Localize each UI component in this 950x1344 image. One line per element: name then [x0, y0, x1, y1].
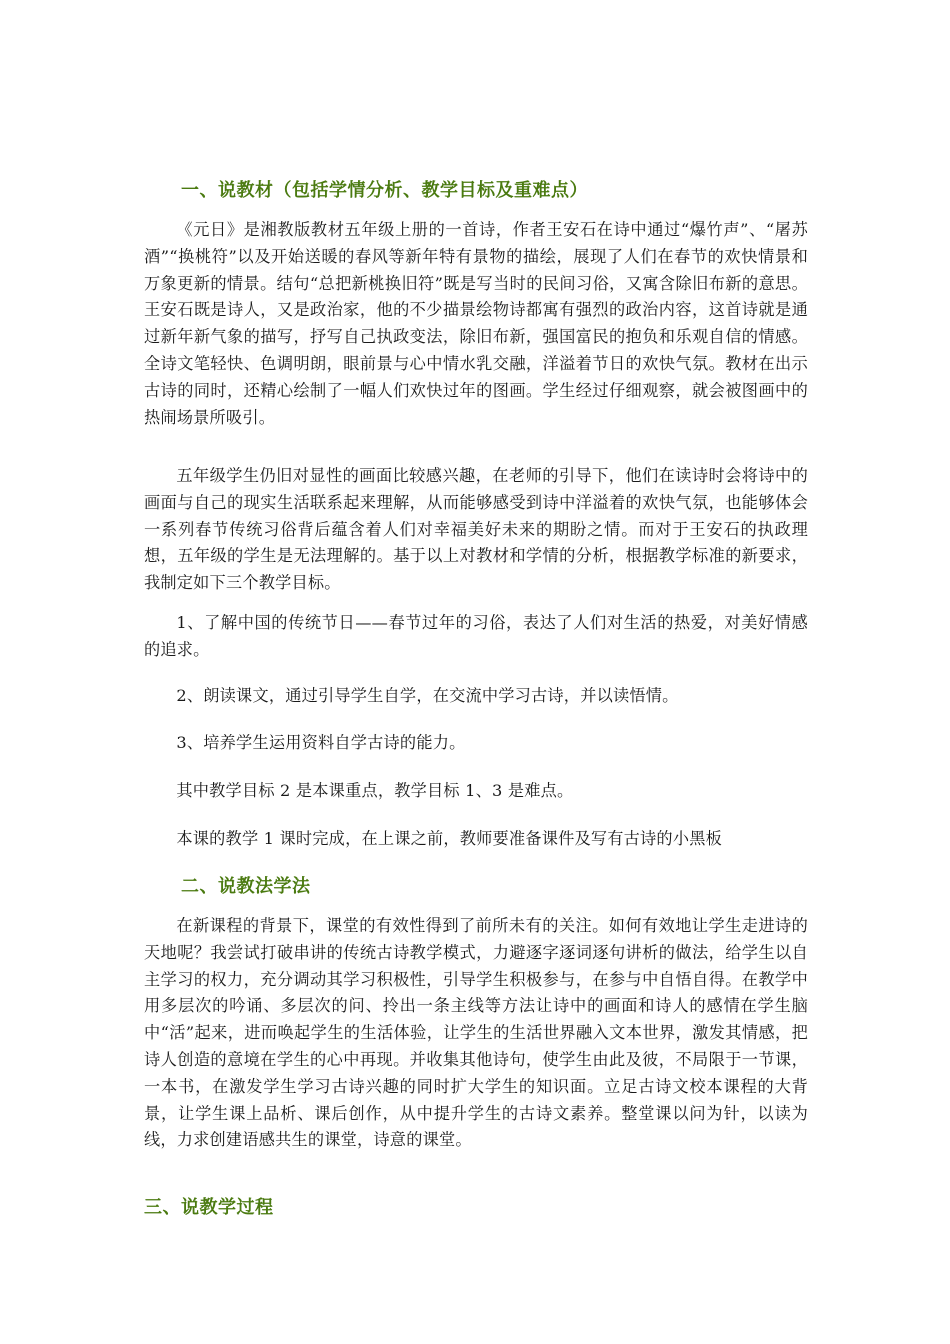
section-heading-process: 三、说教学过程	[144, 1197, 274, 1218]
paragraph-textbook-intro: 《元日》是湘教版教材五年级上册的一首诗，作者王安石在诗中通过“爆竹声”、“屠苏酒”“换桃符”以及开始送暖的春风等新年特有景物的描绘，展现了人们在春节的欢快情景和万象更新的情景。结句“总把新桃换旧符”既是写当时的民间习俗，又寓含除旧布新的意思。王安石既是诗人，又是政治家，他的不少描景绘物诗都寓有强烈的政治内容，这首诗就是通过新年新气象的描写，抒写自己执政变法，除旧布新，强国富民的抱负和乐观自信的情感。全诗文笔轻快、色调明朗，眼前景与心中情水乳交融，洋溢着节日的欢快气氛。教材在出示古诗的同时，还精心绘制了一幅人们欢快过年的图画。学生经过仔细观察，就会被图画中的热闹场景所吸引。	[144, 220, 808, 427]
paragraph-key-points: 其中教学目标 2 是本课重点，教学目标 1、3 是难点。	[176, 781, 574, 800]
paragraph-goal-3: 3、培养学生运用资料自学古诗的能力。	[176, 733, 466, 752]
section-heading-textbook: 一、说教材（包括学情分析、教学目标及重难点）	[181, 180, 588, 201]
paragraph-lesson-prep: 本课的教学 1 课时完成，在上课之前，教师要准备课件及写有古诗的小黑板	[176, 829, 722, 848]
paragraph-goal-2: 2、朗读课文，通过引导学生自学，在交流中学习古诗，并以读悟情。	[176, 686, 679, 705]
paragraph-student-analysis: 五年级学生仍旧对显性的画面比较感兴趣，在老师的引导下，他们在读诗时会将诗中的画面与自己的现实生活联系起来理解，从而能够感受到诗中洋溢着的欢快气氛，也能够体会一系列春节传统习俗背后蕴含着人们对幸福美好未来的期盼之情。而对于王安石的执政理想，五年级的学生是无法理解的。基于以上对教材和学情的分析，根据教学标准的新要求，我制定如下三个教学目标。	[144, 466, 808, 593]
section-heading-methods: 二、说教法学法	[181, 876, 311, 897]
paragraph-goal-1: 1、了解中国的传统节日——春节过年的习俗，表达了人们对生活的热爱，对美好情感的追求。	[144, 613, 808, 659]
paragraph-methods: 在新课程的背景下，课堂的有效性得到了前所未有的关注。如何有效地让学生走进诗的天地呢？我尝试打破串讲的传统古诗教学模式，力避逐字逐词逐句讲析的做法，给学生以自主学习的权力，充分调动其学习积极性，引导学生积极参与，在参与中自悟自得。在教学中用多层次的吟诵、多层次的问、拎出一条主线等方法让诗中的画面和诗人的感情在学生脑中“活”起来，进而唤起学生的生活体验，让学生的生活世界融入文本世界，激发其情感，把诗人创造的意境在学生的心中再现。并收集其他诗句，使学生由此及彼，不局限于一节课，一本书，在激发学生学习古诗兴趣的同时扩大学生的知识面。立足古诗文校本课程的大背景，让学生课上品析、课后创作，从中提升学生的古诗文素养。整堂课以问为针，以读为线，力求创建语感共生的课堂，诗意的课堂。	[144, 916, 808, 1150]
